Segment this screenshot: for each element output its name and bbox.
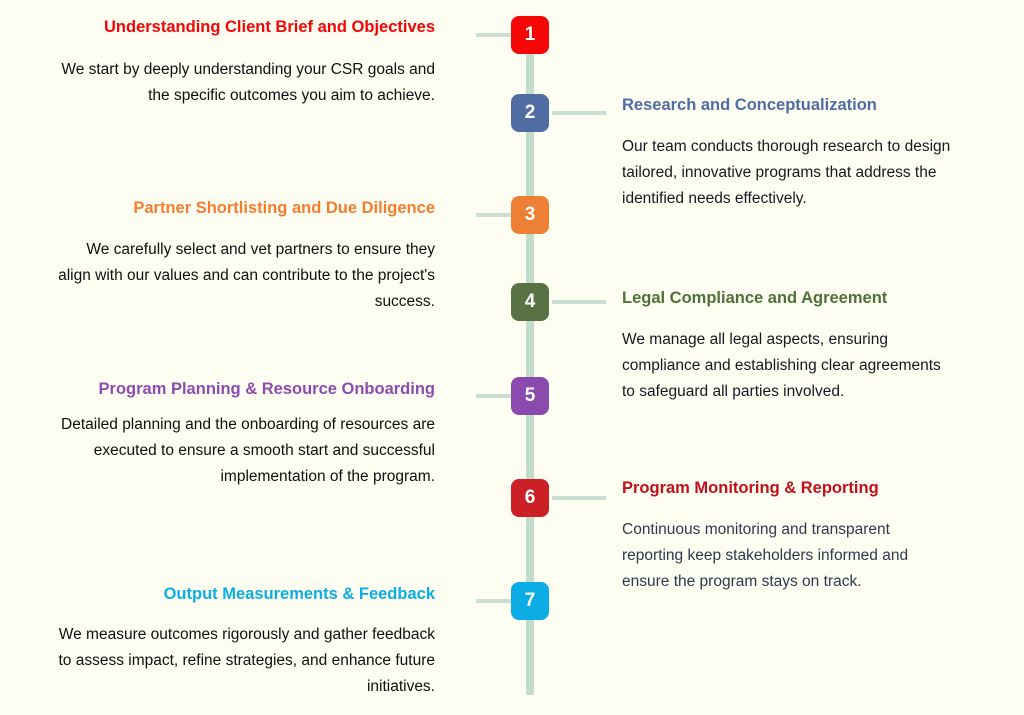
step-title-block-5	[55, 380, 435, 414]
step-body-block-7	[55, 622, 435, 700]
step-body-block-4	[622, 327, 952, 405]
step-number-label: 2	[524, 102, 536, 123]
step-description-7: We measure outcomes rigorously and gather feedback to assess impact, refine strategies, and enhance future initiatives.	[58, 626, 435, 696]
step-body-block-2	[622, 134, 952, 212]
step-number-label: 4	[524, 291, 536, 312]
step-body-block-3	[55, 237, 435, 315]
step-title-6: Program Monitoring & Reporting	[622, 479, 879, 497]
step-title-block-4	[622, 289, 952, 323]
step-title-block-3	[55, 199, 435, 233]
step-title-2: Research and Conceptualization	[622, 96, 877, 114]
step-title-1: Understanding Client Brief and Objectives	[104, 18, 435, 36]
step-body-block-6	[622, 517, 952, 595]
step-title-block-7	[55, 585, 435, 619]
step-title-block-6	[622, 479, 952, 513]
step-marker-5[interactable]	[511, 377, 549, 415]
connector-line-step-4	[552, 300, 606, 304]
step-number-label: 7	[524, 590, 536, 611]
step-body-block-1	[55, 57, 435, 109]
step-marker-1[interactable]	[511, 16, 549, 54]
step-body-block-5	[55, 412, 435, 490]
step-description-6: Continuous monitoring and transparent reporting keep stakeholders informed and ensure the program stays on track.	[622, 521, 909, 591]
step-description-4: We manage all legal aspects, ensuring compliance and establishing clear agreements to safeguard all parties involved.	[622, 331, 941, 401]
step-description-3: We carefully select and vet partners to ensure they align with our values and can contribute to the project's success.	[58, 241, 435, 311]
step-description-1: We start by deeply understanding your CSR goals and the specific outcomes you aim to achieve.	[61, 61, 435, 105]
connector-line-step-2	[552, 111, 606, 115]
step-title-3: Partner Shortlisting and Due Diligence	[133, 199, 435, 217]
step-marker-3[interactable]	[511, 196, 549, 234]
step-number-label: 6	[524, 487, 536, 508]
step-description-5: Detailed planning and the onboarding of resources are executed to ensure a smooth start and successful implementation of the program.	[61, 416, 435, 486]
step-title-5: Program Planning & Resource Onboarding	[98, 380, 435, 398]
step-number-label: 3	[524, 204, 536, 225]
connector-line-step-6	[552, 496, 606, 500]
step-title-7: Output Measurements & Feedback	[163, 585, 435, 603]
step-marker-2[interactable]	[511, 94, 549, 132]
step-description-2: Our team conducts thorough research to design tailored, innovative programs that address the identified needs effectively.	[622, 138, 951, 208]
step-title-block-1	[55, 18, 435, 52]
step-number-label: 5	[524, 385, 536, 406]
step-marker-4[interactable]	[511, 283, 549, 321]
step-marker-7[interactable]	[511, 582, 549, 620]
step-title-block-2	[622, 96, 952, 130]
step-title-4: Legal Compliance and Agreement	[622, 289, 888, 307]
step-marker-6[interactable]	[511, 479, 549, 517]
step-number-label: 1	[524, 24, 536, 45]
